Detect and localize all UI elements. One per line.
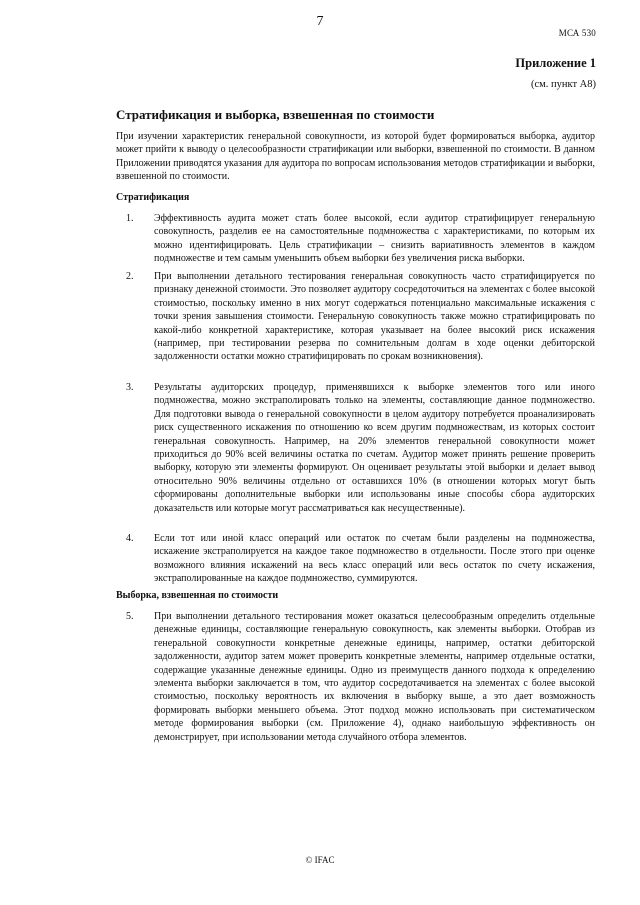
paragraph-number: 3. [126,382,134,393]
numbered-paragraph [116,532,595,586]
paragraph-text: При выполнении детального тестирования может оказаться целесообразным определить отдельные денежные единицы, составляющие генеральную совокупность, как элементы выборки. Отобрав из генеральной совокупности конкретные денежные единицы, например, остатки дебиторской задолженности, аудитор затем может проверить конкретные элементы, например отдельные остатки, содержащие указанные денежные единицы. Одно из преимуществ данного подхода к определению элемента выборки заключается в том, что аудитор сосредотачивается на элементах с более высокой стоимостью, поскольку вероятность их включения в выборку выше, а это дает возможность формировать выборки меньшего объема. Этот подход можно использовать при систематическом методе формирования выборки (см. Приложение 4), однако наибольшую эффективность он демонстрирует, при использовании метода случайного отбора элементов. [154,611,595,743]
numbered-paragraph [116,212,595,266]
numbered-paragraph [116,381,595,515]
paragraph-number: 5. [126,611,134,622]
section-title: Стратификация и выборка, взвешенная по стоимости [116,107,435,122]
numbered-paragraph [116,270,595,364]
paragraph-number: 2. [126,271,134,282]
paragraph-number: 1. [126,213,134,224]
paragraph-number: 4. [126,533,134,544]
paragraph-text: Результаты аудиторских процедур, применявшихся к выборке элементов того или иного подмножества, можно экстраполировать только на элементы, составляющие данное подмножество. Для подготовки вывода о генеральной совокупности в целом аудитору потребуется проанализировать риск существенного искажения по отношению ко всем другим подмножествам, из которых состоит генеральная совокупность. Например, на 20% элементов генеральной совокупности может приходиться до 90% всей величины остатка по счетам. Аудитор может принять решение проверить выборку, которую эти элементы формируют. Он оценивает результаты этой выборки и делает вывод относительно 90% величины отдельно от оставшихся 10% (в отношении которых могут быть сформированы дополнительные выборки или использованы иные способы сбора аудиторских доказательств или которые могут рассматриваться как несущественные). [154,382,595,514]
page-number: 7 [316,14,324,29]
intro-paragraph: При изучении характеристик генеральной совокупности, из которой будет формироваться выборка, аудитор может прийти к выводу о целесообразности стратификации или выборки, взвешенной по стоимости. В данном Приложении приводятся указания для аудитора по вопросам использования методов стратификации и выборки, взвешенной по стоимости. [116,131,595,183]
appendix-title: Приложение 1 [515,56,596,70]
appendix-reference: (см. пункт А8) [530,79,596,90]
paragraph-text: При выполнении детального тестирования генеральная совокупность часто стратифицируется по признаку денежной стоимости. Это позволяет аудитору сосредоточиться на элементах с более высокой стоимостью, поскольку именно в них могут содержаться потенциально максимальные искажения с точки зрения завышения стоимости. Генеральную совокупность также можно стратифицировать по какой-либо конкретной характеристике, которая указывает на более высокий риск искажения (например, при тестировании резерва по сомнительным долгам в ходе оценки дебиторской задолженности остатки можно стратифицировать по срокам возникновения). [154,271,595,363]
paragraph-text: Эффективность аудита может стать более высокой, если аудитор стратифицирует генеральную совокупность, разделив ее на самостоятельные подмножества с характеристиками, по которым их можно идентифицировать. Цель стратификации – снизить вариативность элементов в каждом подмножестве и тем самым уменьшить объем выборки без увеличения риска выборки. [154,213,595,265]
copyright-footer: © IFAC [305,855,335,865]
subsection-heading-value-weighted: Выборка, взвешенная по стоимости [116,590,279,601]
numbered-paragraph [116,610,595,744]
standard-code: МСА 530 [558,28,596,38]
paragraph-text: Если тот или иной класс операций или остаток по счетам были разделены на подмножества, искажение экстраполируется на каждое такое подмножество в отдельности. После этого при оценке возможного влияния искажений на весь класс операций или весь остаток по счету искажения, экстраполированные на каждое подмножество, суммируются. [154,533,595,585]
subsection-heading-stratification: Стратификация [116,192,190,203]
